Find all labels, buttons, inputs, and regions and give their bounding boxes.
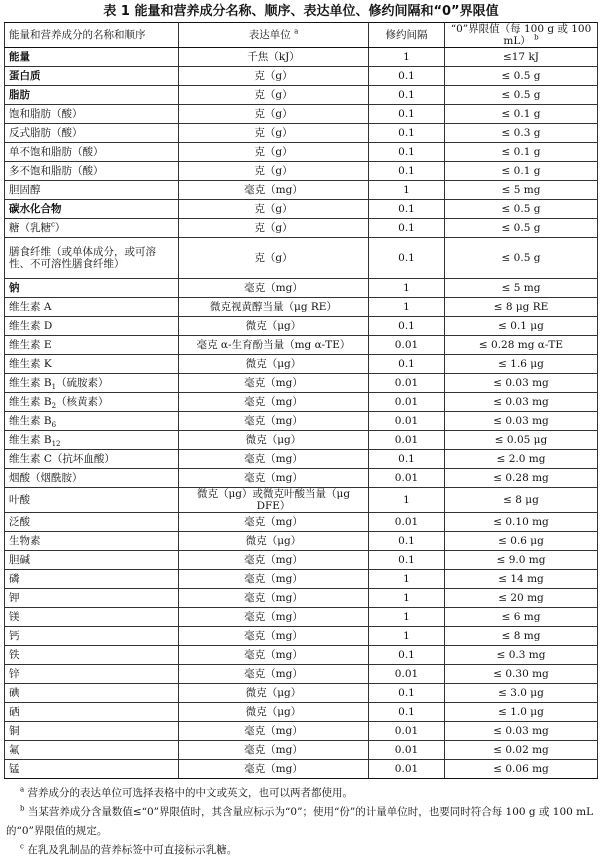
table-row xyxy=(5,317,598,336)
unit-cell: 毫克（mg） xyxy=(179,722,369,741)
table-row xyxy=(5,646,598,665)
table-row xyxy=(5,162,598,181)
threshold-cell: ≤ 0.6 μg xyxy=(445,532,598,551)
nutrient-name: 反式脂肪（酸） xyxy=(5,124,179,143)
unit-cell: 毫克（mg） xyxy=(179,469,369,488)
interval-cell: 1 xyxy=(369,279,445,298)
unit-cell: 克（g） xyxy=(179,200,369,219)
unit-cell: 毫克（mg） xyxy=(179,646,369,665)
table-row xyxy=(5,298,598,317)
threshold-cell: ≤ 1.6 μg xyxy=(445,355,598,374)
interval-cell: 1 xyxy=(369,48,445,67)
interval-cell: 0.1 xyxy=(369,684,445,703)
threshold-cell: ≤ 1.0 μg xyxy=(445,703,598,722)
threshold-cell: ≤ 0.5 g xyxy=(445,238,598,279)
interval-cell: 0.1 xyxy=(369,219,445,238)
table-row xyxy=(5,722,598,741)
unit-cell: 微克（μg） xyxy=(179,532,369,551)
nutrient-name: 脂肪 xyxy=(5,86,179,105)
table-row xyxy=(5,665,598,684)
interval-cell: 0.1 xyxy=(369,450,445,469)
nutrient-name: 糖（乳糖$^c$） xyxy=(5,219,179,238)
nutrient-name: 维生素 $B_6$ xyxy=(5,412,179,431)
table-row xyxy=(5,589,598,608)
nutrient-name: 氟 xyxy=(5,741,179,760)
table-row xyxy=(5,684,598,703)
interval-cell: 0.01 xyxy=(369,760,445,779)
nutrient-name: 碘 xyxy=(5,684,179,703)
interval-cell: 0.1 xyxy=(369,551,445,570)
table-row xyxy=(5,279,598,298)
unit-cell: 微克（μg） xyxy=(179,684,369,703)
table-row xyxy=(5,393,598,412)
table-row xyxy=(5,105,598,124)
unit-cell: 克（g） xyxy=(179,238,369,279)
interval-cell: 1 xyxy=(369,181,445,200)
nutrient-name: 锌 xyxy=(5,665,179,684)
footnotes xyxy=(6,784,596,860)
threshold-cell: ≤ 0.1 g xyxy=(445,143,598,162)
table-row xyxy=(5,412,598,431)
nutrient-name: 饱和脂肪（酸） xyxy=(5,105,179,124)
interval-cell: 0.01 xyxy=(369,722,445,741)
interval-cell: 0.1 xyxy=(369,162,445,181)
threshold-cell: ≤ 0.1 g xyxy=(445,162,598,181)
unit-cell: 毫克（mg） xyxy=(179,513,369,532)
unit-cell: 毫克（mg） xyxy=(179,608,369,627)
table-row xyxy=(5,760,598,779)
nutrient-table xyxy=(4,22,598,779)
threshold-cell: ≤ 0.3 g xyxy=(445,124,598,143)
interval-cell: 0.1 xyxy=(369,86,445,105)
interval-cell: 0.01 xyxy=(369,741,445,760)
interval-cell: 0.01 xyxy=(369,513,445,532)
table-row xyxy=(5,703,598,722)
nutrient-name: 蛋白质 xyxy=(5,67,179,86)
threshold-cell: ≤ 0.5 g xyxy=(445,200,598,219)
header-unit: 表达单位 $^a$ xyxy=(179,23,369,48)
unit-cell: 克（g） xyxy=(179,67,369,86)
table-row xyxy=(5,238,598,279)
interval-cell: 0.1 xyxy=(369,532,445,551)
nutrient-name: 硒 xyxy=(5,703,179,722)
table-row xyxy=(5,431,598,450)
threshold-cell: ≤ 20 mg xyxy=(445,589,598,608)
table-row xyxy=(5,48,598,67)
nutrient-name: 铁 xyxy=(5,646,179,665)
threshold-cell: ≤ 9.0 mg xyxy=(445,551,598,570)
unit-cell: 克（g） xyxy=(179,162,369,181)
unit-cell: 克（g） xyxy=(179,143,369,162)
interval-cell: 0.1 xyxy=(369,646,445,665)
threshold-cell: ≤ 6 mg xyxy=(445,608,598,627)
unit-cell: 毫克（mg） xyxy=(179,181,369,200)
threshold-cell: ≤ 5 mg xyxy=(445,279,598,298)
table-row xyxy=(5,200,598,219)
interval-cell: 1 xyxy=(369,570,445,589)
header-name: 能量和营养成分的名称和顺序 xyxy=(5,23,179,48)
threshold-cell: ≤ 0.03 mg xyxy=(445,412,598,431)
unit-cell: 微克视黄醇当量（μg RE） xyxy=(179,298,369,317)
threshold-cell: ≤ 0.30 mg xyxy=(445,665,598,684)
threshold-cell: ≤ 0.5 g xyxy=(445,219,598,238)
unit-cell: 毫克（mg） xyxy=(179,741,369,760)
nutrient-name: 叶酸 xyxy=(5,488,179,513)
threshold-cell: ≤ 0.03 mg xyxy=(445,374,598,393)
nutrient-name: 生物素 xyxy=(5,532,179,551)
unit-cell: 微克（μg） xyxy=(179,355,369,374)
interval-cell: 0.1 xyxy=(369,67,445,86)
nutrient-name: 维生素 D xyxy=(5,317,179,336)
interval-cell: 0.01 xyxy=(369,412,445,431)
footnote: $^c$ 在乳及乳制品的营养标签中可直接标示乳糖。 xyxy=(20,842,238,856)
table-row xyxy=(5,532,598,551)
unit-cell: 克（g） xyxy=(179,124,369,143)
table-body xyxy=(5,48,598,779)
interval-cell: 0.1 xyxy=(369,143,445,162)
interval-cell: 1 xyxy=(369,627,445,646)
footnote: $^a$ 营养成分的表达单位可选择表格中的中文或英文，也可以两者都使用。 xyxy=(20,785,354,799)
threshold-cell: ≤ 5 mg xyxy=(445,181,598,200)
interval-cell: 0.1 xyxy=(369,703,445,722)
unit-cell: 微克（μg） xyxy=(179,317,369,336)
unit-cell: 克（g） xyxy=(179,219,369,238)
nutrient-name: 单不饱和脂肪（酸） xyxy=(5,143,179,162)
threshold-cell: ≤ 3.0 μg xyxy=(445,684,598,703)
unit-cell: 克（g） xyxy=(179,86,369,105)
nutrient-name: 钙 xyxy=(5,627,179,646)
footnote: $^b$ 当某营养成分含量数值≤“0”界限值时，其含量应标示为“0”；使用“份”的计量单位时，也要同时符合每 100 g 或 100 mL 的“0”界限值的规定。 xyxy=(6,804,594,837)
threshold-cell: ≤ 0.06 mg xyxy=(445,760,598,779)
table-row xyxy=(5,336,598,355)
interval-cell: 0.01 xyxy=(369,665,445,684)
threshold-cell: ≤ 8 μg xyxy=(445,488,598,513)
unit-cell: 毫克（mg） xyxy=(179,627,369,646)
threshold-cell: ≤ 0.10 mg xyxy=(445,513,598,532)
unit-cell: 毫克（mg） xyxy=(179,665,369,684)
nutrient-name: 钾 xyxy=(5,589,179,608)
unit-cell: 毫克（mg） xyxy=(179,412,369,431)
unit-cell: 微克（μg） xyxy=(179,703,369,722)
threshold-cell: ≤ 0.3 mg xyxy=(445,646,598,665)
table-row xyxy=(5,143,598,162)
interval-cell: 0.01 xyxy=(369,393,445,412)
nutrient-name: 泛酸 xyxy=(5,513,179,532)
table-row xyxy=(5,513,598,532)
table-row xyxy=(5,741,598,760)
threshold-cell: ≤17 kJ xyxy=(445,48,598,67)
threshold-cell: ≤ 0.28 mg α-TE xyxy=(445,336,598,355)
nutrient-name: 维生素 A xyxy=(5,298,179,317)
threshold-cell: ≤ 0.05 μg xyxy=(445,431,598,450)
unit-cell: 毫克 α-生育酚当量（mg α-TE） xyxy=(179,336,369,355)
nutrient-name: 铜 xyxy=(5,722,179,741)
nutrient-name: 锰 xyxy=(5,760,179,779)
threshold-cell: ≤ 0.5 g xyxy=(445,67,598,86)
table-row xyxy=(5,219,598,238)
nutrient-name: 维生素 $B_1$（硫胺素） xyxy=(5,374,179,393)
header-threshold: “0”界限值（每 100 g 或 100 mL） $^b$ xyxy=(445,23,598,48)
nutrient-name: 能量 xyxy=(5,48,179,67)
threshold-cell: ≤ 8 mg xyxy=(445,627,598,646)
threshold-cell: ≤ 0.28 mg xyxy=(445,469,598,488)
threshold-cell: ≤ 0.5 g xyxy=(445,86,598,105)
threshold-cell: ≤ 0.03 mg xyxy=(445,393,598,412)
nutrient-name: 镁 xyxy=(5,608,179,627)
threshold-cell: ≤ 2.0 mg xyxy=(445,450,598,469)
unit-cell: 毫克（mg） xyxy=(179,551,369,570)
table-row xyxy=(5,469,598,488)
table-row xyxy=(5,488,598,513)
table-row xyxy=(5,570,598,589)
table-row xyxy=(5,124,598,143)
interval-cell: 0.1 xyxy=(369,200,445,219)
nutrient-name: 胆碱 xyxy=(5,551,179,570)
nutrient-name: 维生素 $B_2$（核黄素） xyxy=(5,393,179,412)
nutrient-name: 多不饱和脂肪（酸） xyxy=(5,162,179,181)
threshold-cell: ≤ 14 mg xyxy=(445,570,598,589)
threshold-cell: ≤ 0.02 mg xyxy=(445,741,598,760)
unit-cell: 毫克（mg） xyxy=(179,570,369,589)
table-title: 表 1 能量和营养成分名称、顺序、表达单位、修约间隔和“0”界限值 xyxy=(103,4,499,19)
table-row xyxy=(5,67,598,86)
interval-cell: 0.1 xyxy=(369,124,445,143)
interval-cell: 1 xyxy=(369,488,445,513)
interval-cell: 0.1 xyxy=(369,105,445,124)
unit-cell: 毫克（mg） xyxy=(179,589,369,608)
interval-cell: 0.1 xyxy=(369,238,445,279)
table-row xyxy=(5,551,598,570)
unit-cell: 微克（μg）或微克叶酸当量（μg DFE） xyxy=(179,488,369,513)
interval-cell: 1 xyxy=(369,608,445,627)
unit-cell: 微克（μg） xyxy=(179,431,369,450)
unit-cell: 毫克（mg） xyxy=(179,450,369,469)
interval-cell: 0.01 xyxy=(369,469,445,488)
table-row xyxy=(5,608,598,627)
interval-cell: 1 xyxy=(369,298,445,317)
interval-cell: 0.01 xyxy=(369,374,445,393)
threshold-cell: ≤ 8 μg RE xyxy=(445,298,598,317)
threshold-cell: ≤ 0.1 μg xyxy=(445,317,598,336)
unit-cell: 毫克（mg） xyxy=(179,279,369,298)
table-header-row xyxy=(5,23,598,48)
unit-cell: 克（g） xyxy=(179,105,369,124)
nutrient-name: 磷 xyxy=(5,570,179,589)
table-row xyxy=(5,374,598,393)
interval-cell: 1 xyxy=(369,589,445,608)
table-row xyxy=(5,450,598,469)
nutrient-name: 维生素 $B_{12}$ xyxy=(5,431,179,450)
nutrient-name: 维生素 E xyxy=(5,336,179,355)
nutrient-name: 烟酸（烟酰胺） xyxy=(5,469,179,488)
header-interval: 修约间隔 xyxy=(369,23,445,48)
table-row xyxy=(5,181,598,200)
interval-cell: 0.01 xyxy=(369,336,445,355)
nutrient-name: 钠 xyxy=(5,279,179,298)
nutrient-name: 碳水化合物 xyxy=(5,200,179,219)
table-row xyxy=(5,627,598,646)
unit-cell: 毫克（mg） xyxy=(179,374,369,393)
unit-cell: 毫克（mg） xyxy=(179,393,369,412)
interval-cell: 0.1 xyxy=(369,317,445,336)
interval-cell: 0.1 xyxy=(369,355,445,374)
unit-cell: 毫克（mg） xyxy=(179,760,369,779)
unit-cell: 千焦（kJ） xyxy=(179,48,369,67)
table-row xyxy=(5,86,598,105)
threshold-cell: ≤ 0.1 g xyxy=(445,105,598,124)
nutrient-name: 胆固醇 xyxy=(5,181,179,200)
nutrient-name: 膳食纤维（或单体成分，或可溶性、不可溶性膳食纤维） xyxy=(5,238,179,279)
threshold-cell: ≤ 0.03 mg xyxy=(445,722,598,741)
interval-cell: 0.01 xyxy=(369,431,445,450)
table-row xyxy=(5,355,598,374)
nutrient-name: 维生素 C（抗坏血酸） xyxy=(5,450,179,469)
nutrient-name: 维生素 K xyxy=(5,355,179,374)
